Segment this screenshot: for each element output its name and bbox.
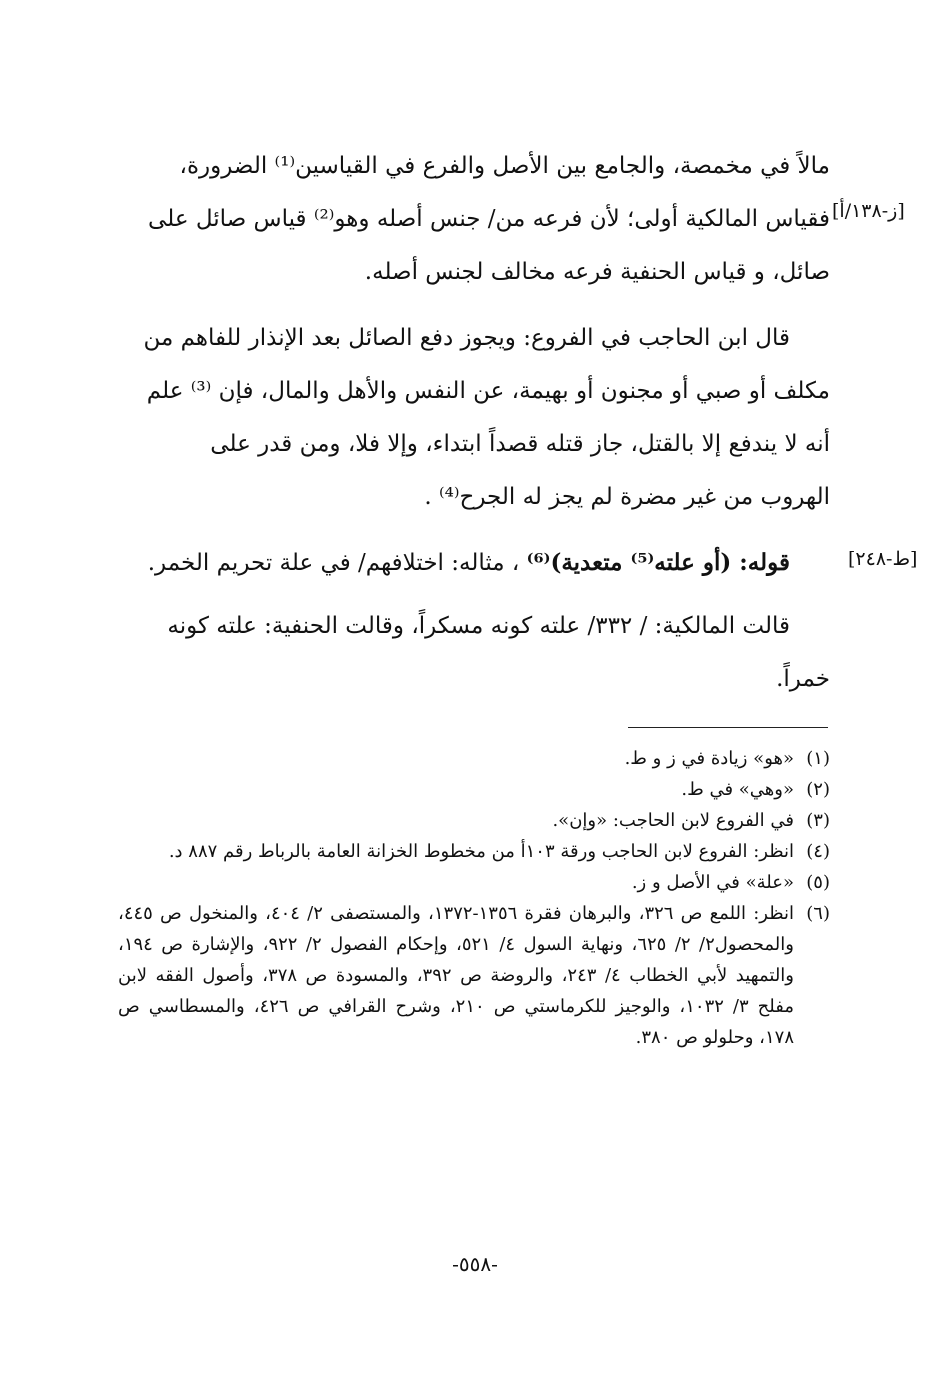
footnote-text: «علة» في الأصل و ز. — [631, 872, 794, 893]
text-line — [118, 536, 830, 590]
paragraph-4 — [118, 600, 830, 706]
footnote-text: «هو» زيادة في ز و ط. — [624, 748, 794, 769]
text-line: صائل، و قياس الحنفية فرعه مخالف لجنس أصله. — [364, 259, 830, 285]
footnote — [118, 743, 830, 774]
footnote-number: (٢) — [806, 779, 830, 800]
footnote — [118, 867, 830, 898]
footnotes — [118, 743, 830, 1053]
paragraph-3 — [118, 536, 830, 590]
text-line: فقياس المالكية أولى؛ لأن فرعه من/ جنس أصله وهو⁽²⁾ قياس صائل على — [148, 206, 830, 232]
margin-ref-t: [ط-٢٤٨] — [848, 548, 918, 570]
paragraph-1 — [118, 140, 830, 299]
text-line: أنه لا يندفع إلا بالقتل، جاز قتله قصداً ابتداء، وإلا فلا، ومن قدر على — [210, 431, 830, 457]
footnote-text: انظر: الفروع لابن الحاجب ورقة ١٠٣أ من مخطوط الخزانة العامة بالرباط رقم ٨٨٧ د. — [168, 841, 794, 862]
paragraph-2 — [118, 312, 830, 524]
footnote-separator — [628, 727, 828, 728]
margin-ref-z: [ز-١٣٨/أ] — [832, 200, 905, 222]
text-line: خمراً. — [776, 666, 830, 692]
footnote-number: (٦) — [806, 903, 830, 924]
footnote — [118, 774, 830, 805]
footnote-number: (٥) — [806, 872, 830, 893]
text-line: قال ابن الحاجب في الفروع: ويجوز دفع الصائل بعد الإنذار للفاهم من — [143, 325, 790, 351]
footnote-number: (٤) — [806, 841, 830, 862]
footnote-text: في الفروع لابن الحاجب: «وإن». — [552, 810, 794, 831]
footnote-text: انظر: اللمع ص ٣٢٦، والبرهان فقرة ١٣٥٦-١٣٧٢، والمستصفى ٢/ ٤٠٤، والمنخول ص ٤٤٥، والمحصول٢/ ٢/ ٦٢٥، ونهاية السول ٤/ ٥٢١، وإحكام الفصول ٢/ ٩٢٢، والإشارة ص ١٩٤، والتمهيد لأبي الخطاب ٤/ ٢٤٣، والروضة ص ٣٩٢، والمسودة ص ٣٧٨، وأصول الفقه لابن مفلح ٣/ ١٠٣٢، والوجيز للكرماستي ص ٢١٠، وشرح القرافي ص ٤٢٦، والمسطاسي ص ١٧٨، وحلولو ص ٣٨٠. — [118, 903, 794, 1048]
footnote-text: «وهي» في ط. — [681, 779, 794, 800]
text-line: مكلف أو صبي أو مجنون أو بهيمة، عن النفس والأهل والمال، فإن ⁽³⁾ علم — [146, 378, 830, 404]
text-line: مالاً في مخمصة، والجامع بين الأصل والفرع في القياسين⁽¹⁾ الضرورة، — [179, 153, 830, 179]
text-span: ، مثاله: اختلافهم/ في علة تحريم الخمر. — [147, 550, 527, 576]
footnote — [118, 836, 830, 867]
footnote — [118, 805, 830, 836]
text-line: قالت المالكية: / ٣٣٢/ علته كونه مسكراً، وقالت الحنفية: علته كونه — [167, 613, 790, 639]
footnote-number: (١) — [806, 748, 830, 769]
quoted-phrase: قوله: (أو علته⁽⁵⁾ متعدية)⁽⁶⁾ — [526, 549, 790, 576]
footnote-number: (٣) — [806, 810, 830, 831]
page-number: -٥٥٨- — [452, 1252, 498, 1276]
text-line: الهروب من غير مضرة لم يجز له الجرح⁽⁴⁾ . — [424, 484, 830, 510]
footnote — [118, 898, 830, 1053]
